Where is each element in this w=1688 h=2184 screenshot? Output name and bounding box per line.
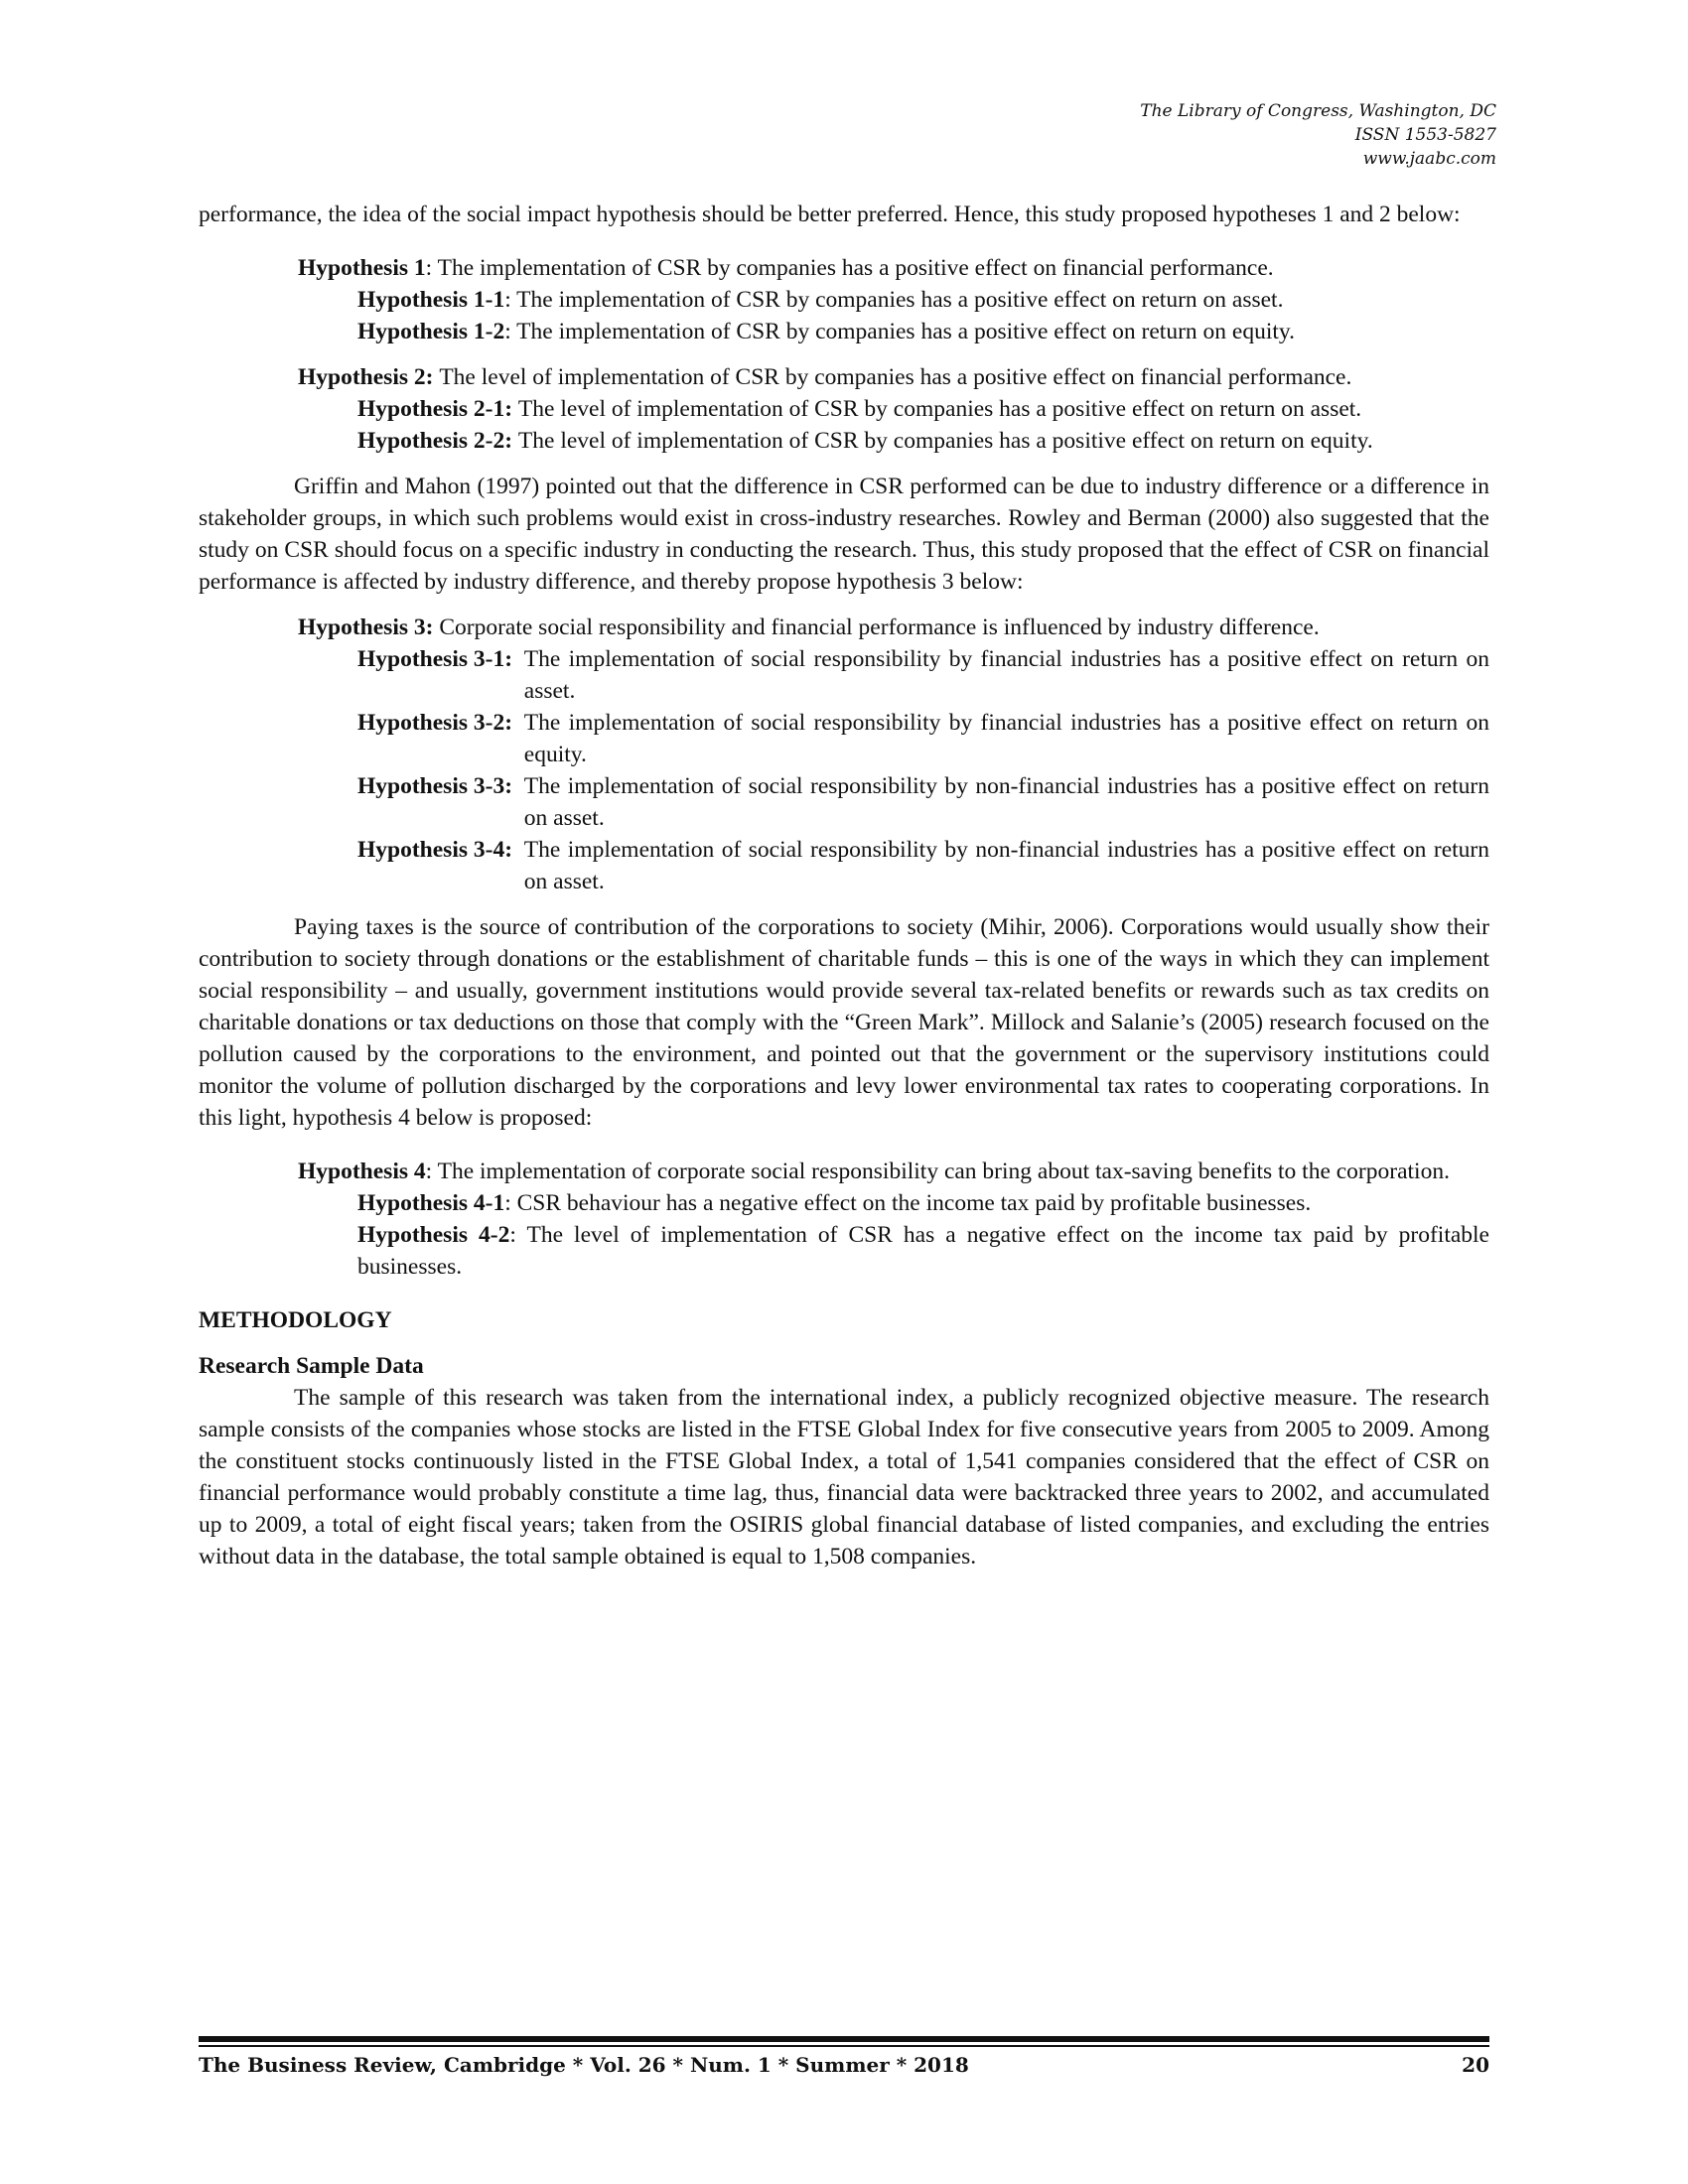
hypothesis-text: : The implementation of corporate social responsibility can bring about tax-saving benefits to the corporation. [425,1159,1450,1184]
hypothesis-label: Hypothesis 1-2 [357,319,505,344]
griffin-paragraph: Griffin and Mahon (1997) pointed out that the difference in CSR performed can be due to industry difference or a difference in stakeholder groups, in which such problems would exist in cross-industry researches. Rowley and Berman (2000) also suggested that the study on CSR should focus on a specific industry in conducting the research. Thus, this study proposed that the effect of CSR on financial performance is affected by industry difference, and thereby propose hypothesis 3 below: [199,474,1489,595]
hypothesis-text: The implementation of social responsibility by non-financial industries has a positive effect on return on asset. [523,773,1489,831]
hypothesis-label: Hypothesis 3: [298,614,440,640]
hypothesis-3-3 [357,770,1489,834]
hypothesis-text: The implementation of social responsibility by non-financial industries has a positive effect on return on asset. [523,837,1489,894]
methodology-heading: METHODOLOGY [199,1307,392,1333]
hypothesis-4 [298,1156,1489,1187]
hypothesis-label: Hypothesis 1-1 [357,287,505,313]
hypothesis-label: Hypothesis 3-3: [357,773,524,799]
footer-journal: The Business Review, Cambridge * Vol. 26 * Num. 1 * Summer * 2018 [199,2053,969,2077]
hypothesis-text: The implementation of social responsibility by financial industries has a positive effect on return on asset. [523,646,1489,704]
hypothesis-label: Hypothesis 2: [298,364,440,390]
hypothesis-text: : The implementation of CSR by companies has a positive effect on return on equity. [504,319,1295,344]
hypothesis-4-2 [357,1219,1489,1283]
hypothesis-label: Hypothesis 3-4: [357,837,524,863]
footer-rule-thin [199,2045,1489,2047]
hypothesis-3 [298,612,1489,643]
hypothesis-label: Hypothesis 3-1: [357,646,524,672]
hypothesis-2-2 [357,425,1489,457]
hypothesis-text: The implementation of social responsibility by financial industries has a positive effect on return on equity. [523,710,1489,767]
hypothesis-text: : The level of implementation of CSR has a negative effect on the income tax paid by profitable businesses. [357,1222,1489,1280]
hypothesis-text: : The implementation of CSR by companies has a positive effect on return on asset. [504,287,1284,313]
hypothesis-text: The level of implementation of CSR by companies has a positive effect on financial performance. [439,364,1352,390]
hypothesis-2-1 [357,393,1489,425]
hypothesis-3-1 [357,643,1489,707]
hypothesis-label: Hypothesis 2-2: [357,428,518,454]
hypothesis-1 [298,252,1489,284]
hypothesis-label: Hypothesis 4 [298,1159,426,1184]
running-footer [199,2053,1489,2077]
hypothesis-1-1 [357,284,1489,316]
running-header [1140,99,1496,171]
hypothesis-3-4 [357,834,1489,897]
hypothesis-text: : The implementation of CSR by companies has a positive effect on financial performance. [425,255,1274,281]
page-number: 20 [1462,2053,1489,2077]
hypothesis-label: Hypothesis 4-2 [357,1222,510,1248]
hypothesis-label: Hypothesis 3-2: [357,710,524,736]
hypothesis-label: Hypothesis 1 [298,255,426,281]
header-publisher: The Library of Congress, Washington, DC [1140,101,1496,121]
hypothesis-2 [298,361,1489,393]
intro-paragraph: performance, the idea of the social impact hypothesis should be better preferred. Hence, this study proposed hypotheses 1 and 2 below: [199,202,1461,227]
hypothesis-label: Hypothesis 2-1: [357,396,518,422]
hypothesis-text: The level of implementation of CSR by companies has a positive effect on return on asset. [517,396,1362,422]
article-body [199,199,1489,1572]
sample-paragraph: The sample of this research was taken from the international index, a publicly recognized objective measure. The research sample consists of the companies whose stocks are listed in the FTSE Global Index for five consecutive years from 2005 to 2009. Among the constituent stocks continuously listed in the FTSE Global Index, a total of 1,541 companies considered that the effect of CSR on financial performance would probably constitute a time lag, thus, financial data were backtracked three years to 2002, and accumulated up to 2009, a total of eight fiscal years; taken from the OSIRIS global financial database of listed companies, and excluding the entries without data in the database, the total sample obtained is equal to 1,508 companies. [199,1385,1489,1570]
footer-rule-thick [199,2036,1489,2042]
hypothesis-4-1 [357,1187,1489,1219]
hypothesis-text: The level of implementation of CSR by companies has a positive effect on return on equity. [517,428,1373,454]
hypothesis-1-2 [357,316,1489,347]
hypothesis-label: Hypothesis 4-1 [357,1190,505,1216]
header-issn: ISSN 1553-5827 [1354,125,1496,145]
hypothesis-3-2 [357,707,1489,770]
hypothesis-text: : CSR behaviour has a negative effect on the income tax paid by profitable businesses. [504,1190,1312,1216]
research-sample-heading: Research Sample Data [199,1353,424,1379]
hypothesis-text: Corporate social responsibility and financial performance is influenced by industry difference. [439,614,1320,640]
taxes-paragraph: Paying taxes is the source of contribution of the corporations to society (Mihir, 2006). Corporations would usually show their contribution to society through donations or the establishment of charitable funds – this is one of the ways in which they can implement social responsibility – and usually, government institutions would provide several tax-related benefits or rewards such as tax credits on charitable donations or tax deductions on those that comply with the “Green Mark”. Millock and Salanie’s (2005) research focused on the pollution caused by the corporations to the environment, and pointed out that the government or the supervisory institutions could monitor the volume of pollution discharged by the corporations and levy lower environmental tax rates to cooperating corporations. In this light, hypothesis 4 below is proposed: [199,914,1489,1131]
header-website: www.jaabc.com [1362,149,1496,169]
